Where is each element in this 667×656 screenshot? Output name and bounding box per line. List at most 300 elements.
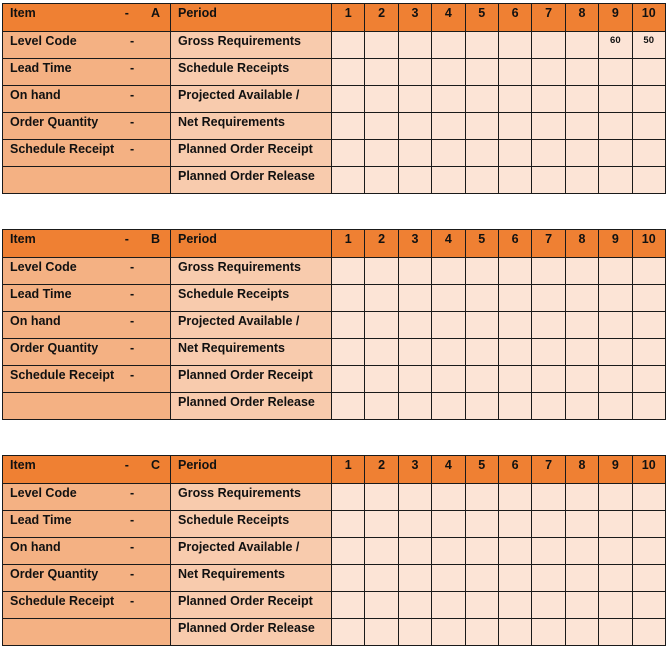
period-number-6: 6 (498, 230, 531, 258)
value-cell[interactable] (632, 86, 665, 113)
period-row-label: Projected Available / (171, 86, 332, 113)
item-attribute-label: On hand (10, 540, 61, 554)
table-row (3, 140, 666, 167)
value-cell[interactable] (565, 113, 598, 140)
value-cell[interactable] (498, 59, 531, 86)
table-row (3, 592, 666, 619)
table-row (3, 86, 666, 113)
value-cell[interactable] (432, 113, 465, 140)
period-header-cell: Period (171, 230, 332, 258)
value-cell[interactable] (599, 538, 632, 565)
value-cell[interactable] (398, 59, 431, 86)
value-cell[interactable]: 50 (632, 32, 665, 59)
period-number-9: 9 (599, 4, 632, 32)
value-cell[interactable] (532, 113, 565, 140)
value-cell[interactable] (599, 258, 632, 285)
value-cell[interactable] (432, 393, 465, 420)
item-attribute-cell (3, 140, 171, 167)
value-cell[interactable] (432, 86, 465, 113)
value-cell[interactable] (498, 339, 531, 366)
value-cell[interactable] (365, 140, 398, 167)
table-row (3, 312, 666, 339)
value-cell[interactable] (632, 619, 665, 646)
value-cell[interactable] (365, 312, 398, 339)
value-cell[interactable] (632, 511, 665, 538)
item-attribute-cell (3, 285, 171, 312)
table-row (3, 285, 666, 312)
table-row (3, 167, 666, 194)
value-cell[interactable] (532, 32, 565, 59)
value-cell[interactable] (632, 140, 665, 167)
item-attribute-label: Lead Time (10, 61, 72, 75)
table-row (3, 59, 666, 86)
value-cell[interactable] (332, 32, 365, 59)
value-cell[interactable] (565, 312, 598, 339)
period-number-6: 6 (498, 456, 531, 484)
value-cell[interactable] (565, 366, 598, 393)
value-cell[interactable] (599, 366, 632, 393)
value-cell[interactable] (365, 393, 398, 420)
item-code: A (150, 6, 160, 20)
value-cell[interactable] (532, 312, 565, 339)
item-attribute-label: Order Quantity (10, 341, 99, 355)
table-row (3, 619, 666, 646)
item-attribute-cell (3, 592, 171, 619)
value-cell[interactable] (398, 258, 431, 285)
value-cell[interactable] (465, 538, 498, 565)
period-number-10: 10 (632, 4, 665, 32)
item-attribute-label: On hand (10, 88, 61, 102)
value-cell[interactable] (532, 538, 565, 565)
value-cell[interactable] (465, 140, 498, 167)
period-row-label: Planned Order Release (171, 393, 332, 420)
attribute-dash: - (130, 142, 135, 156)
item-code: B (150, 232, 160, 246)
period-row-label: Projected Available / (171, 312, 332, 339)
value-cell[interactable] (398, 619, 431, 646)
item-header-cell (3, 4, 171, 32)
value-cell[interactable] (365, 339, 398, 366)
value-cell[interactable] (498, 393, 531, 420)
value-cell[interactable] (565, 511, 598, 538)
value-cell[interactable] (332, 565, 365, 592)
value-cell[interactable] (365, 113, 398, 140)
value-cell[interactable] (632, 113, 665, 140)
item-attribute-label: Level Code (10, 260, 77, 274)
period-number-4: 4 (432, 4, 465, 32)
period-header-cell: Period (171, 4, 332, 32)
value-cell[interactable] (365, 565, 398, 592)
value-cell[interactable] (599, 59, 632, 86)
value-cell[interactable] (432, 140, 465, 167)
value-cell[interactable] (565, 86, 598, 113)
value-cell[interactable] (432, 32, 465, 59)
item-attribute-cell (3, 366, 171, 393)
item-attribute-cell (3, 619, 171, 646)
item-attribute-cell (3, 312, 171, 339)
table-row (3, 32, 666, 59)
value-cell[interactable] (632, 393, 665, 420)
attribute-dash: - (130, 341, 135, 355)
value-cell[interactable] (632, 258, 665, 285)
item-label: Item (10, 6, 36, 20)
item-attribute-cell (3, 113, 171, 140)
attribute-dash: - (130, 368, 135, 382)
value-cell[interactable] (532, 592, 565, 619)
value-cell[interactable] (398, 86, 431, 113)
value-cell[interactable] (432, 258, 465, 285)
value-cell[interactable] (398, 312, 431, 339)
period-row-label: Schedule Receipts (171, 59, 332, 86)
value-cell[interactable] (498, 258, 531, 285)
value-cell[interactable] (632, 285, 665, 312)
value-cell[interactable] (498, 484, 531, 511)
period-row-label: Gross Requirements (171, 484, 332, 511)
value-cell[interactable] (565, 565, 598, 592)
value-cell[interactable] (332, 285, 365, 312)
attribute-dash: - (130, 314, 135, 328)
value-cell[interactable] (332, 59, 365, 86)
value-cell[interactable] (532, 511, 565, 538)
attribute-dash: - (130, 594, 135, 608)
item-attribute-label: Lead Time (10, 513, 72, 527)
value-cell[interactable] (465, 32, 498, 59)
header-row (3, 456, 666, 484)
value-cell[interactable] (465, 565, 498, 592)
period-row-label: Net Requirements (171, 113, 332, 140)
value-cell[interactable] (432, 339, 465, 366)
attribute-dash: - (130, 567, 135, 581)
mrp-table-a (2, 3, 666, 194)
item-label: Item (10, 232, 36, 246)
value-cell[interactable] (465, 86, 498, 113)
value-cell[interactable] (332, 86, 365, 113)
value-cell[interactable] (599, 312, 632, 339)
item-attribute-label: Lead Time (10, 287, 72, 301)
value-cell[interactable] (565, 393, 598, 420)
value-cell[interactable] (599, 167, 632, 194)
item-attribute-cell (3, 393, 171, 420)
period-number-4: 4 (432, 456, 465, 484)
item-attribute-label: On hand (10, 314, 61, 328)
value-cell[interactable] (465, 59, 498, 86)
value-cell[interactable] (532, 140, 565, 167)
period-number-9: 9 (599, 456, 632, 484)
value-cell[interactable] (632, 484, 665, 511)
value-cell[interactable] (332, 312, 365, 339)
value-cell[interactable] (365, 592, 398, 619)
value-cell[interactable] (365, 511, 398, 538)
period-row-label: Gross Requirements (171, 32, 332, 59)
table-row (3, 339, 666, 366)
value-cell[interactable] (565, 619, 598, 646)
value-cell[interactable] (465, 312, 498, 339)
value-cell[interactable] (332, 366, 365, 393)
value-cell[interactable] (599, 484, 632, 511)
table-row (3, 565, 666, 592)
table-row (3, 393, 666, 420)
value-cell[interactable] (599, 565, 632, 592)
value-cell[interactable] (432, 538, 465, 565)
period-number-2: 2 (365, 4, 398, 32)
table-row (3, 113, 666, 140)
period-row-label: Net Requirements (171, 339, 332, 366)
attribute-dash: - (130, 61, 135, 75)
value-cell[interactable] (498, 312, 531, 339)
value-cell[interactable] (632, 565, 665, 592)
period-number-1: 1 (332, 230, 365, 258)
value-cell[interactable] (565, 258, 598, 285)
period-number-10: 10 (632, 456, 665, 484)
value-cell[interactable] (599, 86, 632, 113)
value-cell[interactable] (498, 619, 531, 646)
value-cell[interactable] (365, 32, 398, 59)
attribute-dash: - (130, 540, 135, 554)
value-cell[interactable] (565, 538, 598, 565)
period-number-1: 1 (332, 456, 365, 484)
value-cell[interactable] (498, 86, 531, 113)
item-attribute-cell (3, 538, 171, 565)
item-attribute-label: Schedule Receipt (10, 368, 115, 382)
value-cell[interactable] (432, 312, 465, 339)
value-cell[interactable] (498, 511, 531, 538)
value-cell[interactable] (565, 339, 598, 366)
value-cell[interactable] (465, 484, 498, 511)
period-number-10: 10 (632, 230, 665, 258)
item-attribute-cell (3, 565, 171, 592)
item-attribute-cell (3, 59, 171, 86)
period-number-6: 6 (498, 4, 531, 32)
value-cell[interactable] (398, 366, 431, 393)
value-cell[interactable] (532, 565, 565, 592)
attribute-dash: - (130, 260, 135, 274)
item-attribute-cell (3, 258, 171, 285)
value-cell[interactable] (332, 393, 365, 420)
table-row (3, 366, 666, 393)
value-cell[interactable] (498, 140, 531, 167)
period-number-8: 8 (565, 456, 598, 484)
value-cell[interactable] (332, 167, 365, 194)
value-cell[interactable] (599, 393, 632, 420)
value-cell[interactable] (599, 285, 632, 312)
value-cell[interactable] (498, 167, 531, 194)
value-cell[interactable] (532, 619, 565, 646)
value-cell[interactable] (532, 86, 565, 113)
value-cell[interactable] (332, 113, 365, 140)
value-cell[interactable] (432, 484, 465, 511)
mrp-table-b (2, 229, 666, 420)
value-cell[interactable] (398, 140, 431, 167)
item-attribute-cell (3, 86, 171, 113)
value-cell[interactable] (332, 258, 365, 285)
value-cell[interactable] (565, 167, 598, 194)
attribute-dash: - (130, 115, 135, 129)
item-attribute-label: Order Quantity (10, 115, 99, 129)
value-cell[interactable] (599, 619, 632, 646)
value-cell[interactable] (465, 511, 498, 538)
value-cell[interactable] (465, 366, 498, 393)
value-cell[interactable] (332, 619, 365, 646)
value-cell[interactable] (398, 511, 431, 538)
value-cell[interactable] (398, 113, 431, 140)
value-cell[interactable] (365, 258, 398, 285)
value-cell[interactable] (532, 484, 565, 511)
period-number-3: 3 (398, 456, 431, 484)
period-number-9: 9 (599, 230, 632, 258)
value-cell[interactable] (565, 59, 598, 86)
value-cell[interactable] (432, 592, 465, 619)
period-header-cell: Period (171, 456, 332, 484)
value-cell[interactable] (432, 511, 465, 538)
value-cell[interactable] (432, 285, 465, 312)
value-cell[interactable] (599, 511, 632, 538)
value-cell[interactable] (632, 312, 665, 339)
value-cell[interactable] (365, 484, 398, 511)
table-row (3, 538, 666, 565)
item-attribute-label: Schedule Receipt (10, 142, 115, 156)
value-cell[interactable] (432, 59, 465, 86)
value-cell[interactable] (432, 167, 465, 194)
period-number-3: 3 (398, 4, 431, 32)
period-row-label: Schedule Receipts (171, 285, 332, 312)
value-cell[interactable] (498, 113, 531, 140)
value-cell[interactable] (398, 339, 431, 366)
value-cell[interactable] (465, 393, 498, 420)
value-cell[interactable] (365, 538, 398, 565)
value-cell[interactable] (632, 167, 665, 194)
item-attribute-label: Level Code (10, 34, 77, 48)
value-cell[interactable] (632, 339, 665, 366)
value-cell[interactable] (498, 32, 531, 59)
value-cell[interactable] (365, 167, 398, 194)
value-cell[interactable] (632, 59, 665, 86)
value-cell[interactable] (498, 565, 531, 592)
item-attribute-label: Level Code (10, 486, 77, 500)
value-cell[interactable] (398, 167, 431, 194)
value-cell[interactable] (532, 285, 565, 312)
period-row-label: Planned Order Release (171, 167, 332, 194)
value-cell[interactable] (365, 59, 398, 86)
attribute-dash: - (130, 88, 135, 102)
table-row (3, 511, 666, 538)
value-cell[interactable] (599, 140, 632, 167)
value-cell[interactable] (365, 366, 398, 393)
value-cell[interactable] (398, 484, 431, 511)
item-dash: - (124, 232, 129, 246)
period-number-3: 3 (398, 230, 431, 258)
value-cell[interactable] (332, 511, 365, 538)
value-cell[interactable] (398, 393, 431, 420)
value-cell[interactable] (498, 538, 531, 565)
value-cell[interactable] (465, 113, 498, 140)
value-cell[interactable] (532, 393, 565, 420)
period-number-7: 7 (532, 456, 565, 484)
value-cell[interactable] (398, 565, 431, 592)
attribute-dash: - (130, 513, 135, 527)
value-cell[interactable] (532, 59, 565, 86)
period-number-7: 7 (532, 230, 565, 258)
attribute-dash: - (130, 486, 135, 500)
period-row-label: Gross Requirements (171, 258, 332, 285)
value-cell[interactable] (465, 285, 498, 312)
period-number-8: 8 (565, 230, 598, 258)
value-cell[interactable] (632, 366, 665, 393)
value-cell[interactable] (432, 565, 465, 592)
value-cell[interactable] (365, 285, 398, 312)
value-cell[interactable] (565, 285, 598, 312)
mrp-table-c (2, 455, 666, 646)
value-cell[interactable] (365, 619, 398, 646)
period-row-label: Projected Available / (171, 538, 332, 565)
value-cell[interactable] (332, 140, 365, 167)
value-cell[interactable] (332, 592, 365, 619)
value-cell[interactable] (465, 339, 498, 366)
value-cell[interactable] (432, 366, 465, 393)
value-cell[interactable] (398, 32, 431, 59)
attribute-dash: - (130, 287, 135, 301)
item-attribute-cell (3, 511, 171, 538)
period-row-label: Planned Order Receipt (171, 366, 332, 393)
value-cell[interactable] (498, 366, 531, 393)
period-number-5: 5 (465, 456, 498, 484)
value-cell[interactable] (332, 538, 365, 565)
period-row-label: Planned Order Release (171, 619, 332, 646)
value-cell[interactable] (565, 32, 598, 59)
value-cell[interactable] (632, 538, 665, 565)
value-cell[interactable] (332, 484, 365, 511)
value-cell[interactable] (565, 592, 598, 619)
value-cell[interactable] (465, 619, 498, 646)
item-attribute-label: Order Quantity (10, 567, 99, 581)
item-attribute-cell (3, 167, 171, 194)
item-attribute-cell (3, 484, 171, 511)
table-row (3, 258, 666, 285)
value-cell[interactable] (565, 484, 598, 511)
value-cell[interactable] (599, 339, 632, 366)
value-cell[interactable] (498, 285, 531, 312)
item-label: Item (10, 458, 36, 472)
value-cell[interactable] (465, 167, 498, 194)
attribute-dash: - (130, 34, 135, 48)
value-cell[interactable] (599, 113, 632, 140)
value-cell[interactable] (532, 167, 565, 194)
value-cell[interactable] (398, 538, 431, 565)
item-code: C (150, 458, 160, 472)
item-header-cell (3, 456, 171, 484)
period-row-label: Net Requirements (171, 565, 332, 592)
period-number-7: 7 (532, 4, 565, 32)
value-cell[interactable] (532, 366, 565, 393)
value-cell[interactable] (599, 592, 632, 619)
item-dash: - (124, 458, 129, 472)
value-cell[interactable] (498, 592, 531, 619)
value-cell[interactable] (532, 339, 565, 366)
value-cell[interactable] (465, 592, 498, 619)
value-cell[interactable] (632, 592, 665, 619)
header-row (3, 230, 666, 258)
value-cell[interactable] (365, 86, 398, 113)
period-number-8: 8 (565, 4, 598, 32)
value-cell[interactable] (398, 285, 431, 312)
value-cell[interactable] (532, 258, 565, 285)
value-cell[interactable] (465, 258, 498, 285)
value-cell[interactable] (332, 339, 365, 366)
value-cell[interactable] (398, 592, 431, 619)
value-cell[interactable] (565, 140, 598, 167)
value-cell[interactable]: 60 (599, 32, 632, 59)
period-row-label: Schedule Receipts (171, 511, 332, 538)
value-cell[interactable] (432, 619, 465, 646)
